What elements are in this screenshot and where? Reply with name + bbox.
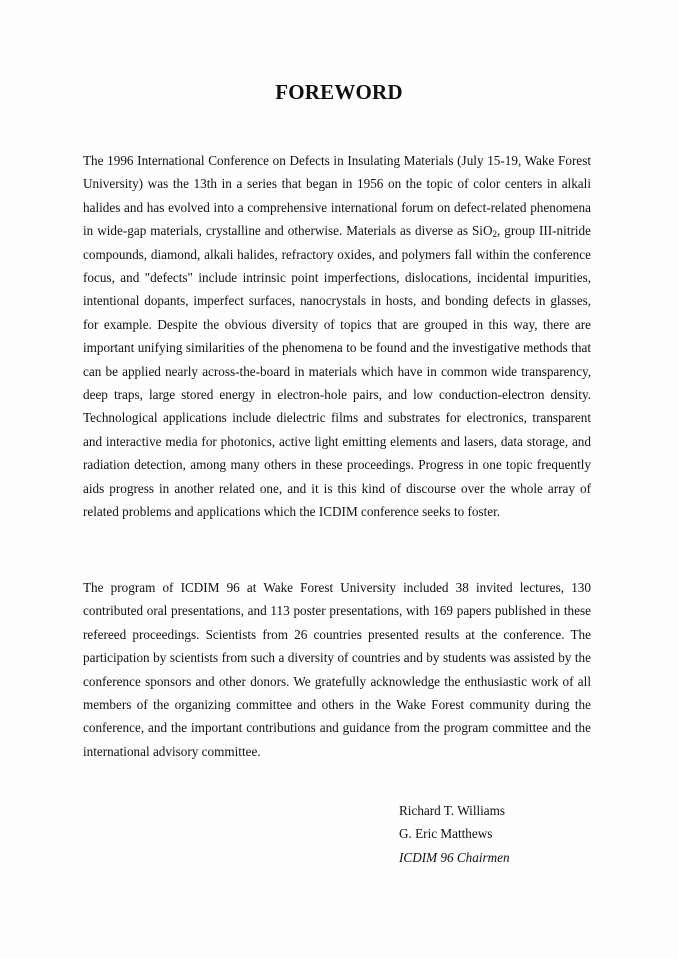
paragraph-intro-text-a: The 1996 International Conference on Defects in Insulating Materials (July 15-19, Wake Forest University) was the 13th in a series that began in 1956 on the topic of color centers in alkali halides and has evolved into a comprehensive international forum on defect-related phenomena in wide-gap materials, crystalline and otherwise. Materials as diverse as SiO [83,153,591,239]
paragraph-intro [83,149,591,524]
paragraph-program: The program of ICDIM 96 at Wake Forest University included 38 invited lectures, 130 contributed oral presentations, and 113 poster presentations, with 169 papers published in these refereed proceedings. Scientists from 26 countries presented results at the conference. The participation by scientists from such a diversity of countries and by students was assisted by the conference sponsors and other donors. We gratefully acknowledge the enthusiastic work of all members of the organizing committee and others in the Wake Forest community during the conference, and the important contributions and guidance from the program committee and the international advisory committee. [83,580,591,759]
paragraph-intro-text-b: , group III-nitride compounds, diamond, alkali halides, refractory oxides, and polymers fall within the conference focus, and "defects" include intrinsic point imperfections, dislocations, incidental impurities, intentional dopants, imperfect surfaces, nanocrystals in hosts, and bonding defects in glasses, for example. Despite the obvious diversity of topics that are grouped in this way, there are important unifying similarities of the phenomena to be found and the investigative methods that can be applied nearly across-the-board in materials which have in common wide transparency, deep traps, large stored energy in electron-hole pairs, and low conduction-electron density. Technological applications include dielectric films and substrates for electronics, transparent and interactive media for photonics, active light emitting elements and lasers, data storage, and radiation detection, among many others in these proceedings. Progress in one topic frequently aids progress in another related one, and it is this kind of discourse over the whole array of related problems and applications which the ICDIM conference seeks to foster. [83,223,591,520]
subscript-2: 2 [492,229,497,240]
page-title: FOREWORD [275,80,403,104]
signature-role: ICDIM 96 Chairmen [399,849,510,865]
signature-name-williams: Richard T. Williams [399,803,506,818]
signature-block [399,799,510,869]
signature-name-matthews: G. Eric Matthews [399,826,493,842]
